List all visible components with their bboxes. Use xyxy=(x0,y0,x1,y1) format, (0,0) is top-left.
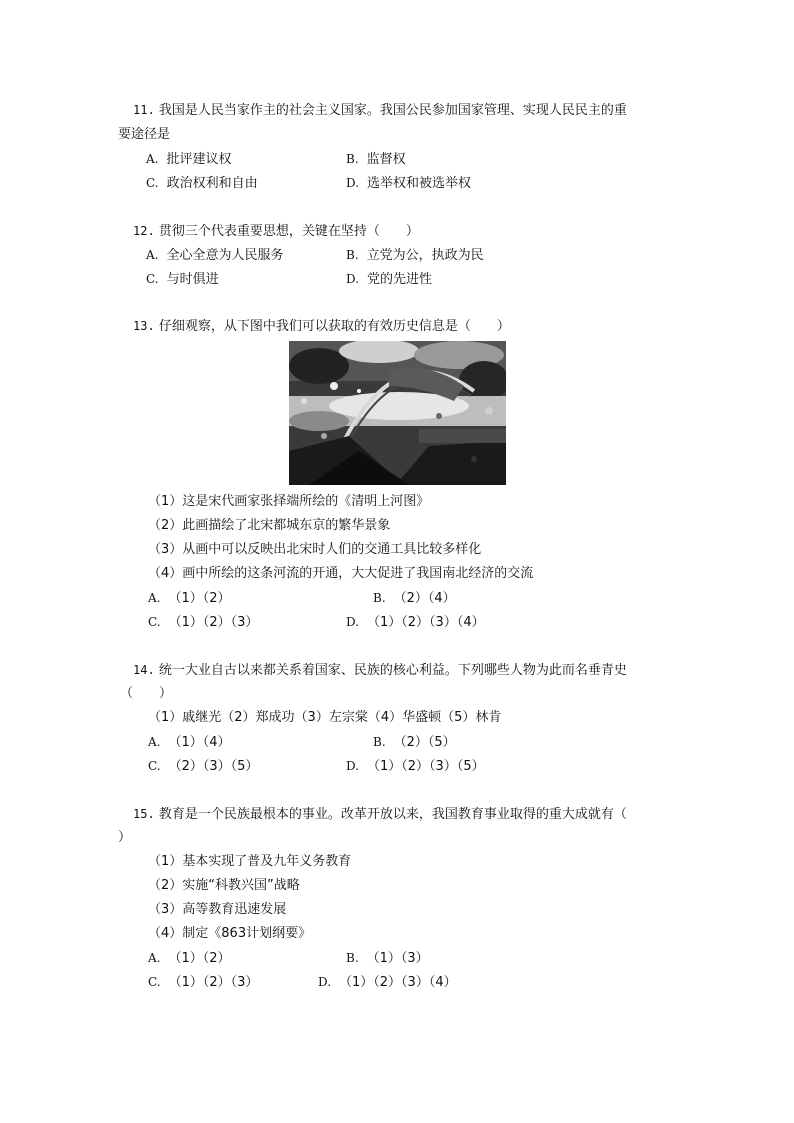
option-text: （1）（2）（3） xyxy=(168,615,259,630)
option-text: （1）（2） xyxy=(168,591,231,606)
option-text: 监督权 xyxy=(366,152,406,167)
question-number: 13. xyxy=(133,319,155,333)
statement-4: （4）制定《863计划纲要》 xyxy=(148,926,312,941)
question-text: 贯彻三个代表重要思想，关键在坚持（ ） xyxy=(158,224,419,239)
question-stem xyxy=(133,318,510,335)
option-a[interactable] xyxy=(148,590,231,607)
statement-3: （3）从画中可以反映出北宋时人们的交通工具比较多样化 xyxy=(148,542,482,557)
option-c[interactable] xyxy=(148,974,258,991)
option-letter: C. xyxy=(148,615,161,629)
statement-2: （2）此画描绘了北宋都城东京的繁华景象 xyxy=(148,518,391,533)
option-c[interactable] xyxy=(146,175,258,192)
question-text: 仔细观察，从下图中我们可以获取的有效历史信息是（ ） xyxy=(158,319,510,334)
question-number: 14. xyxy=(133,663,155,677)
option-text: 政治权利和自由 xyxy=(166,176,258,191)
option-d[interactable] xyxy=(346,175,471,192)
question-text: 教育是一个民族最根本的事业。改革开放以来，我国教育事业取得的重大成就有（ xyxy=(158,807,627,822)
option-text: （1）（2）（3）（5） xyxy=(367,759,485,774)
option-text: （1）（4） xyxy=(168,735,231,750)
statement-4: （4）画中所绘的这条河流的开通，大大促进了我国南北经济的交流 xyxy=(148,566,534,581)
option-c[interactable] xyxy=(148,758,258,775)
option-letter: A. xyxy=(146,152,159,166)
option-letter: D. xyxy=(318,975,332,989)
question-number: 11. xyxy=(133,103,155,117)
option-b[interactable] xyxy=(346,950,429,967)
option-letter: D. xyxy=(346,759,360,773)
option-letter: D. xyxy=(346,176,360,190)
option-text: 选举权和被选举权 xyxy=(367,176,472,191)
option-letter: C. xyxy=(146,272,159,286)
statement-1: （1）基本实现了普及九年义务教育 xyxy=(148,854,352,869)
option-letter: A. xyxy=(148,735,161,749)
qingming-painting-image xyxy=(289,341,506,485)
question-stem-continued: 要途径是 xyxy=(118,127,171,142)
statement-list: （1）戚继光（2）郑成功（3）左宗棠（4）华盛顿（5）林肯 xyxy=(148,710,502,725)
option-letter: A. xyxy=(148,591,161,605)
option-c[interactable] xyxy=(146,271,219,288)
statement-1: （1）这是宋代画家张择端所绘的《清明上河图》 xyxy=(148,494,430,509)
option-b[interactable] xyxy=(373,734,456,751)
option-text: 立党为公，执政为民 xyxy=(366,248,484,263)
option-a[interactable] xyxy=(148,734,231,751)
question-stem xyxy=(133,662,627,679)
question-stem xyxy=(133,102,627,119)
option-text: （1）（3） xyxy=(366,951,429,966)
option-letter: C. xyxy=(148,975,161,989)
option-text: 全心全意为人民服务 xyxy=(166,248,284,263)
option-letter: D. xyxy=(346,272,360,286)
option-text: 党的先进性 xyxy=(367,272,433,287)
option-letter: B. xyxy=(346,248,359,262)
option-d[interactable] xyxy=(346,758,485,775)
question-stem xyxy=(133,806,627,823)
option-letter: B. xyxy=(346,951,359,965)
option-d[interactable] xyxy=(346,271,432,288)
answer-bracket: ） xyxy=(118,830,132,845)
option-text: （1）（2）（3） xyxy=(168,975,259,990)
option-b[interactable] xyxy=(346,247,484,264)
option-letter: D. xyxy=(346,615,360,629)
option-letter: B. xyxy=(373,735,386,749)
option-letter: A. xyxy=(146,248,159,262)
option-letter: A. xyxy=(148,951,161,965)
option-text: 与时俱进 xyxy=(166,272,219,287)
option-letter: C. xyxy=(146,176,159,190)
question-text: 我国是人民当家作主的社会主义国家。我国公民参加国家管理、实现人民民主的重 xyxy=(158,103,627,118)
option-b[interactable] xyxy=(346,151,406,168)
option-text: 批评建议权 xyxy=(166,152,232,167)
option-text: （2）（3）（5） xyxy=(168,759,259,774)
option-b[interactable] xyxy=(373,590,456,607)
question-number: 15. xyxy=(133,807,155,821)
option-a[interactable] xyxy=(146,247,284,264)
option-letter: B. xyxy=(373,591,386,605)
option-text: （2）（4） xyxy=(393,591,456,606)
option-text: （1）（2）（3）（4） xyxy=(339,975,457,990)
question-stem xyxy=(133,223,419,240)
answer-bracket: （ ） xyxy=(120,686,173,701)
option-d[interactable] xyxy=(318,974,457,991)
option-c[interactable] xyxy=(148,614,258,631)
option-letter: B. xyxy=(346,152,359,166)
question-text: 统一大业自古以来都关系着国家、民族的核心利益。下列哪些人物为此而名垂青史 xyxy=(158,663,627,678)
option-text: （1）（2） xyxy=(168,951,231,966)
statement-3: （3）高等教育迅速发展 xyxy=(148,902,287,917)
option-a[interactable] xyxy=(148,950,231,967)
statement-2: （2）实施“科教兴国”战略 xyxy=(148,878,300,893)
option-text: （2）（5） xyxy=(393,735,456,750)
option-letter: C. xyxy=(148,759,161,773)
option-d[interactable] xyxy=(346,614,485,631)
question-number: 12. xyxy=(133,224,155,238)
option-a[interactable] xyxy=(146,151,232,168)
option-text: （1）（2）（3）（4） xyxy=(367,615,485,630)
